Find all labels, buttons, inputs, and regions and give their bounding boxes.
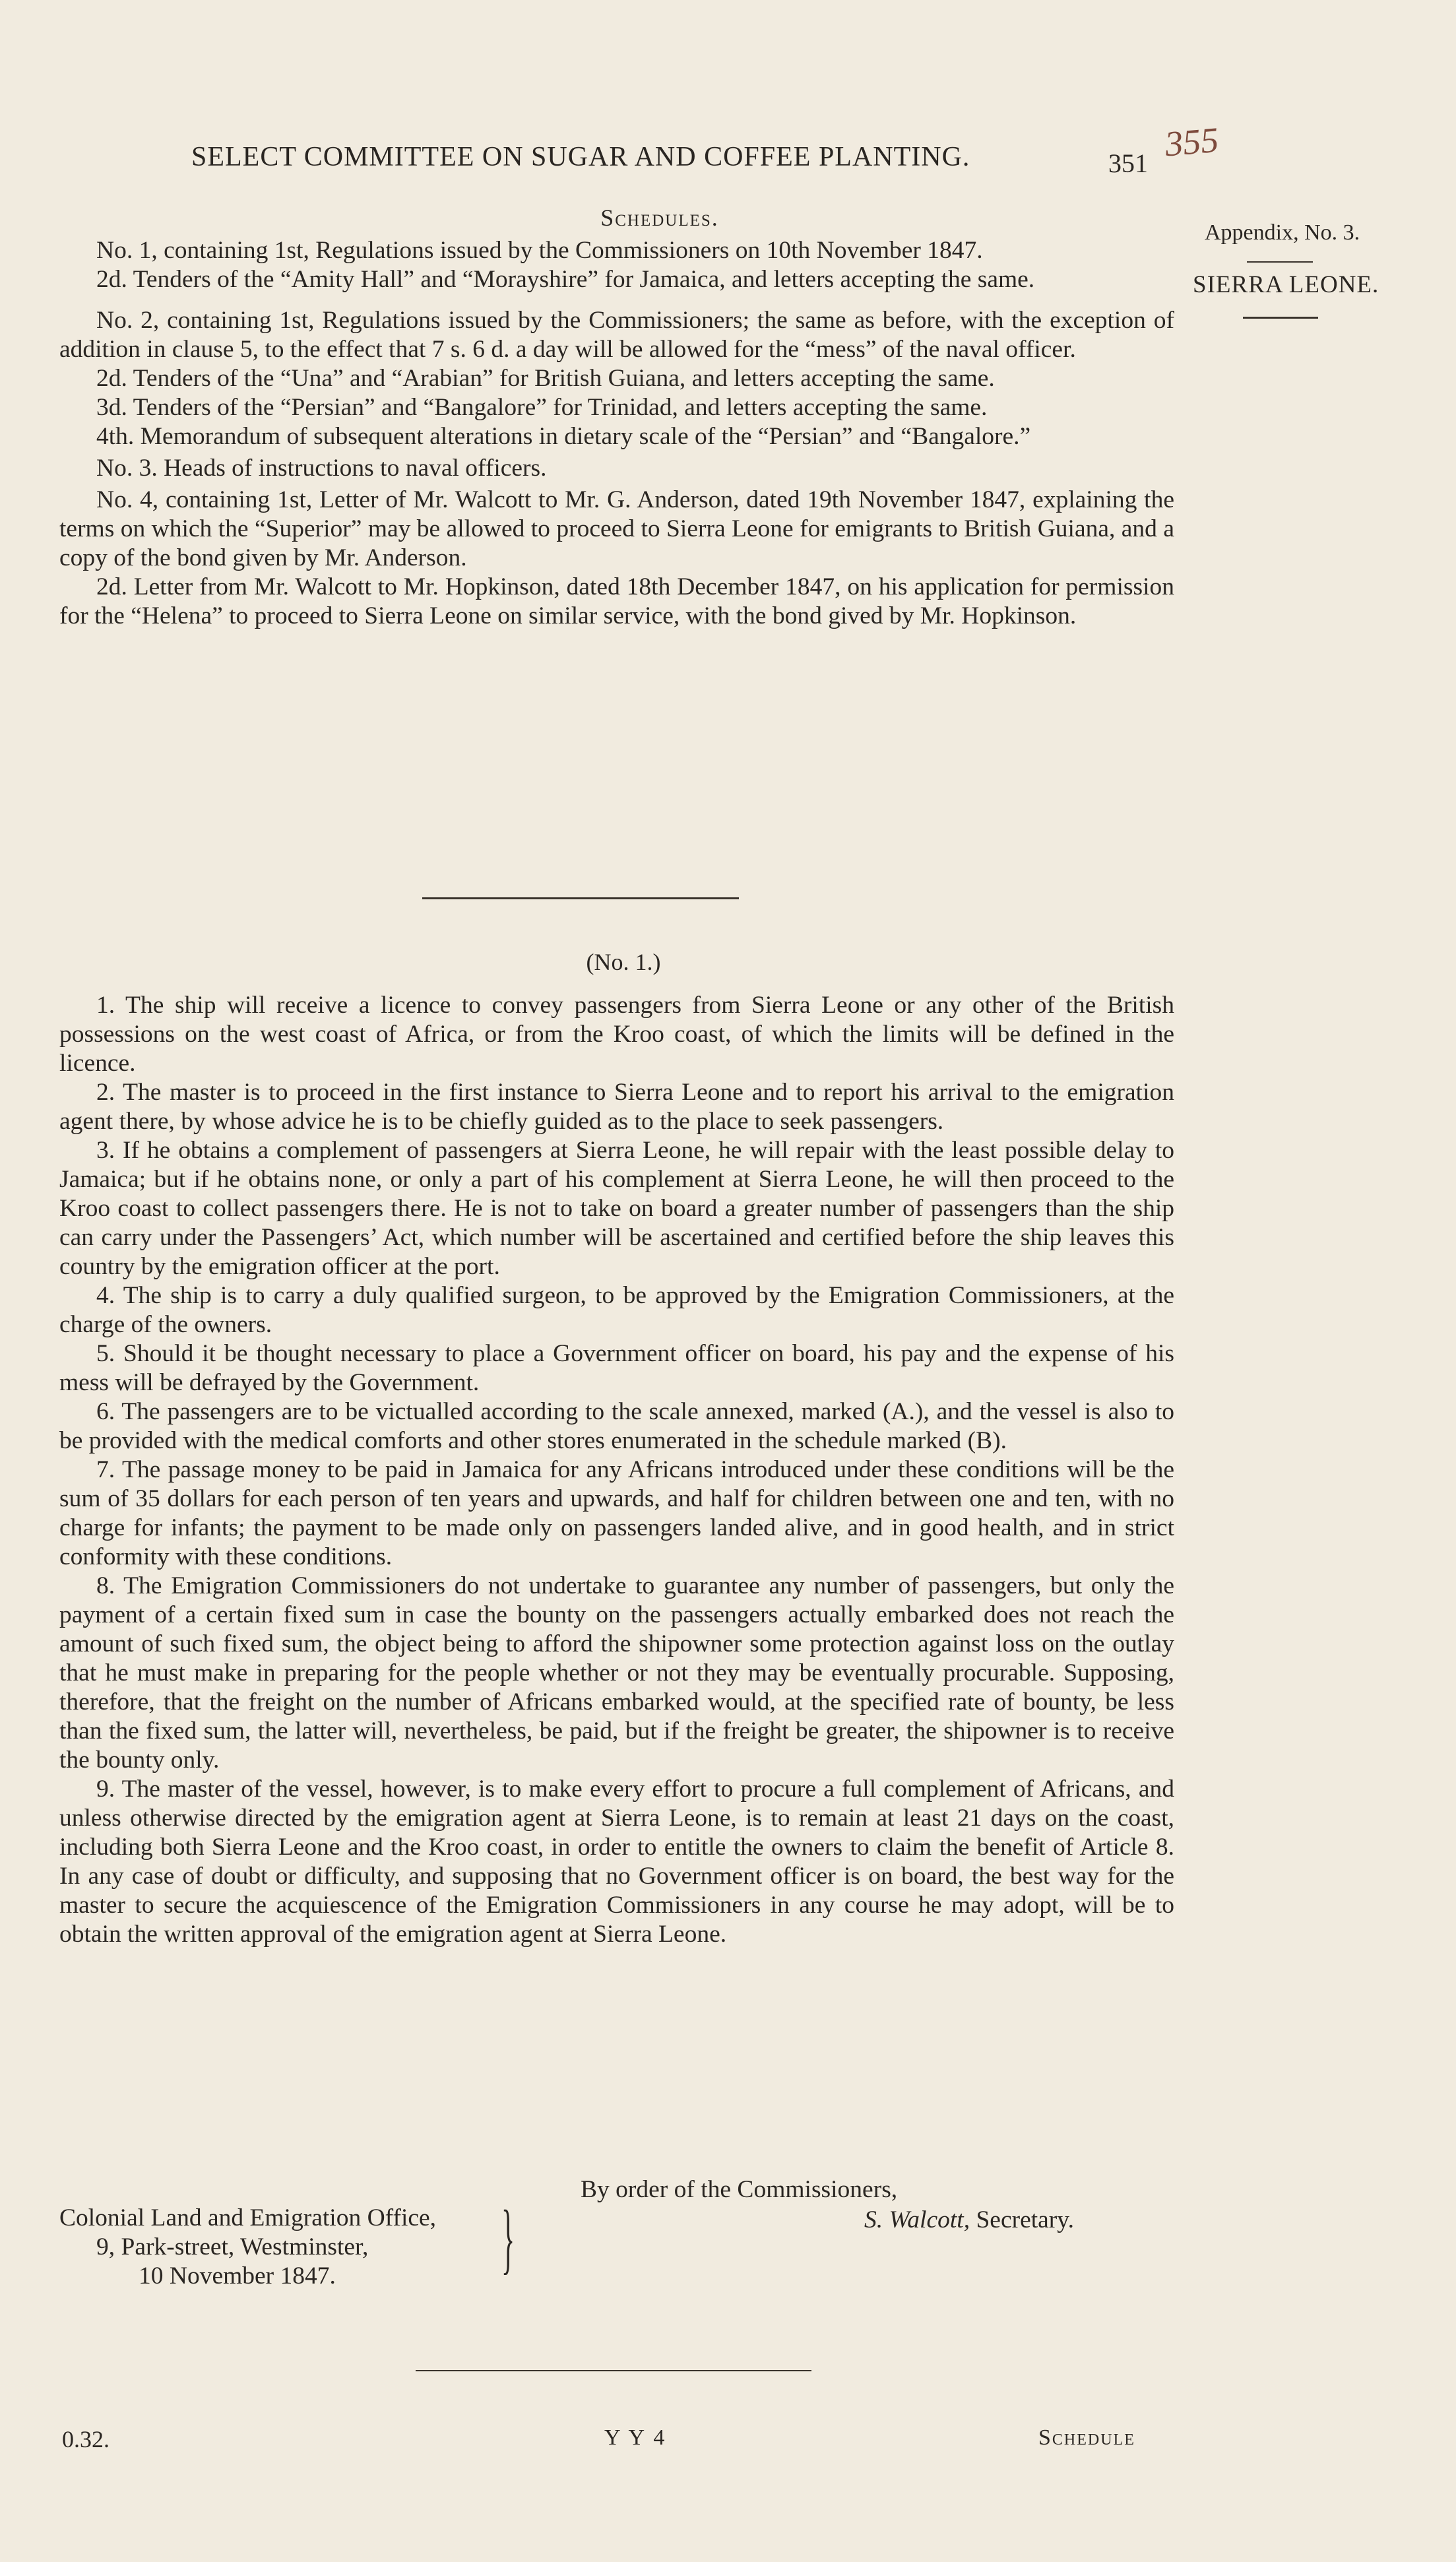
signature-name: S. Walcott, [864,2206,970,2233]
margin-appendix-label: Appendix, No. 3. [1205,220,1360,245]
office-address [59,2204,436,2291]
margin-divider [1247,261,1313,263]
footer-catchword: Schedule [1038,2425,1135,2450]
schedules-paragraph: 2d. Tenders of the “Una” and “Arabian” for British Guiana, and letters accepting the same. [96,365,995,392]
schedules-heading: Schedules. [600,205,719,231]
no1-section [59,947,1174,1949]
schedules-paragraph: No. 3. Heads of instructions to naval officers. [96,455,547,482]
no1-paragraph: 9. The master of the vessel, however, is to make every effort to procure a full complement of Africans, and unless otherwise directed by the emigration agent at Sierra Leone, is to remain at least 21 days on the coast, including both Sierra Leone and the Kroo coast, in order to entitle the owners to claim the benefit of Article 8. In any case of doubt or difficulty, and supposing that no Government officer is on board, the best way for the master to secure the acquiescence of the Emigration Commissioners in any course he may adopt, will be to obtain the written approval of the emigration agent at Sierra Leone. [59,1776,1174,1948]
closing-rule [416,2370,811,2371]
no1-paragraph: 4. The ship is to carry a duly qualified surgeon, to be approved by the Emigration Commissioners, at the charge of the owners. [59,1282,1174,1338]
schedules-paragraph: No. 1, containing 1st, Regulations issued by the Commissioners on 10th November 1847. [96,237,983,264]
no1-paragraph: 7. The passage money to be paid in Jamaica for any Africans introduced under these conditions will be the sum of 35 dollars for each person of ten years and upwards, and half for children between one and ten, with no charge for infants; the payment to be made only on passengers landed alive, and in good health, and in strict conformity with these conditions. [59,1456,1174,1570]
no1-paragraph: 6. The passengers are to be victualled according to the scale annexed, marked (A.), and the vessel is also to be provided with the medical comforts and other stores enumerated in the schedule marked (B). [59,1398,1174,1454]
schedules-paragraph: 2d. Tenders of the “Amity Hall” and “Morayshire” for Jamaica, and letters accepting the same. [96,266,1035,293]
office-name: Colonial Land and Emigration Office, [59,2204,437,2231]
margin-rule [1243,317,1318,319]
no1-paragraph: 5. Should it be thought necessary to place a Government officer on board, his pay and the expense of his mess will be defrayed by the Government. [59,1340,1174,1396]
footer-left-code: 0.32. [62,2426,110,2452]
section-divider [422,897,739,899]
no1-heading: (No. 1.) [586,949,661,975]
no1-paragraph: 3. If he obtains a complement of passengers at Sierra Leone, he will repair with the least possible delay to Jamaica; but if he obtains none, or only a part of his complement at Sierra Leone, he will then proceed to the Kroo coast to collect passengers there. He is not to take on board a greater number of passengers than the ship can carry under the Passengers’ Act, which number will be ascertained and certified before the ship leaves this country by the emigration officer at the port. [59,1137,1174,1280]
schedules-paragraph: No. 2, containing 1st, Regulations issued by the Commissioners; the same as before, with the exception of addition in clause 5, to the effect that 7 s. 6 d. a day will be allowed for the “mess” of the naval officer. [59,307,1174,363]
office-date: 10 November 1847. [139,2262,336,2290]
schedules-section [59,203,1174,631]
page-number: 351 [1108,148,1148,178]
schedules-paragraph: 3d. Tenders of the “Persian” and “Bangalore” for Trinidad, and letters accepting the same. [96,394,988,421]
office-street: 9, Park-street, Westminster, [96,2233,369,2260]
footer-signature-mark: Y Y 4 [604,2425,667,2450]
signature-title: Secretary. [976,2206,1074,2233]
signature-block [581,2175,1074,2235]
brace-glyph: } [501,2194,515,2282]
no1-paragraph: 1. The ship will receive a licence to convey passengers from Sierra Leone or any other of the British possessions on the west coast of Africa, or from the Kroo coast, of which the limits will be defined in the licence. [59,992,1174,1077]
handwritten-page-number: 355 [1163,119,1220,164]
schedules-paragraph: No. 4, containing 1st, Letter of Mr. Walcott to Mr. G. Anderson, dated 19th November 1847, explaining the terms on which the “Superior” may be allowed to proceed to Sierra Leone for emigrants to British Guiana, and a copy of the bond given by Mr. Anderson. [59,486,1174,571]
schedules-paragraph: 4th. Memorandum of subsequent alterations in dietary scale of the “Persian” and “Bangalore.” [96,423,1031,450]
signature-order-line: By order of the Commissioners, [581,2176,898,2203]
page-header-title: SELECT COMMITTEE ON SUGAR AND COFFEE PLANTING. [191,142,970,172]
no1-paragraph: 2. The master is to proceed in the first instance to Sierra Leone and to report his arrival to the emigration agent there, by whose advice he is to be chiefly guided as to the place to seek passengers. [59,1079,1174,1135]
margin-region-label: SIERRA LEONE. [1193,271,1379,298]
no1-paragraph: 8. The Emigration Commissioners do not undertake to guarantee any number of passengers, but only the payment of a certain fixed sum in case the bounty on the passengers actually embarked does not reach the amount of such fixed sum, the object being to afford the shipowner some protection against loss on the outlay that he must make in preparing for the people whether or not they may be eventually procurable. Supposing, therefore, that the freight on the number of Africans embarked would, at the specified rate of bounty, be less than the fixed sum, the latter will, nevertheless, be paid, but if the freight be greater, the shipowner is to receive the bounty only. [59,1572,1174,1774]
schedules-paragraph: 2d. Letter from Mr. Walcott to Mr. Hopkinson, dated 18th December 1847, on his application for permission for the “Helena” to proceed to Sierra Leone on similar service, with the bond gived by Mr. Hopkinson. [59,573,1174,629]
